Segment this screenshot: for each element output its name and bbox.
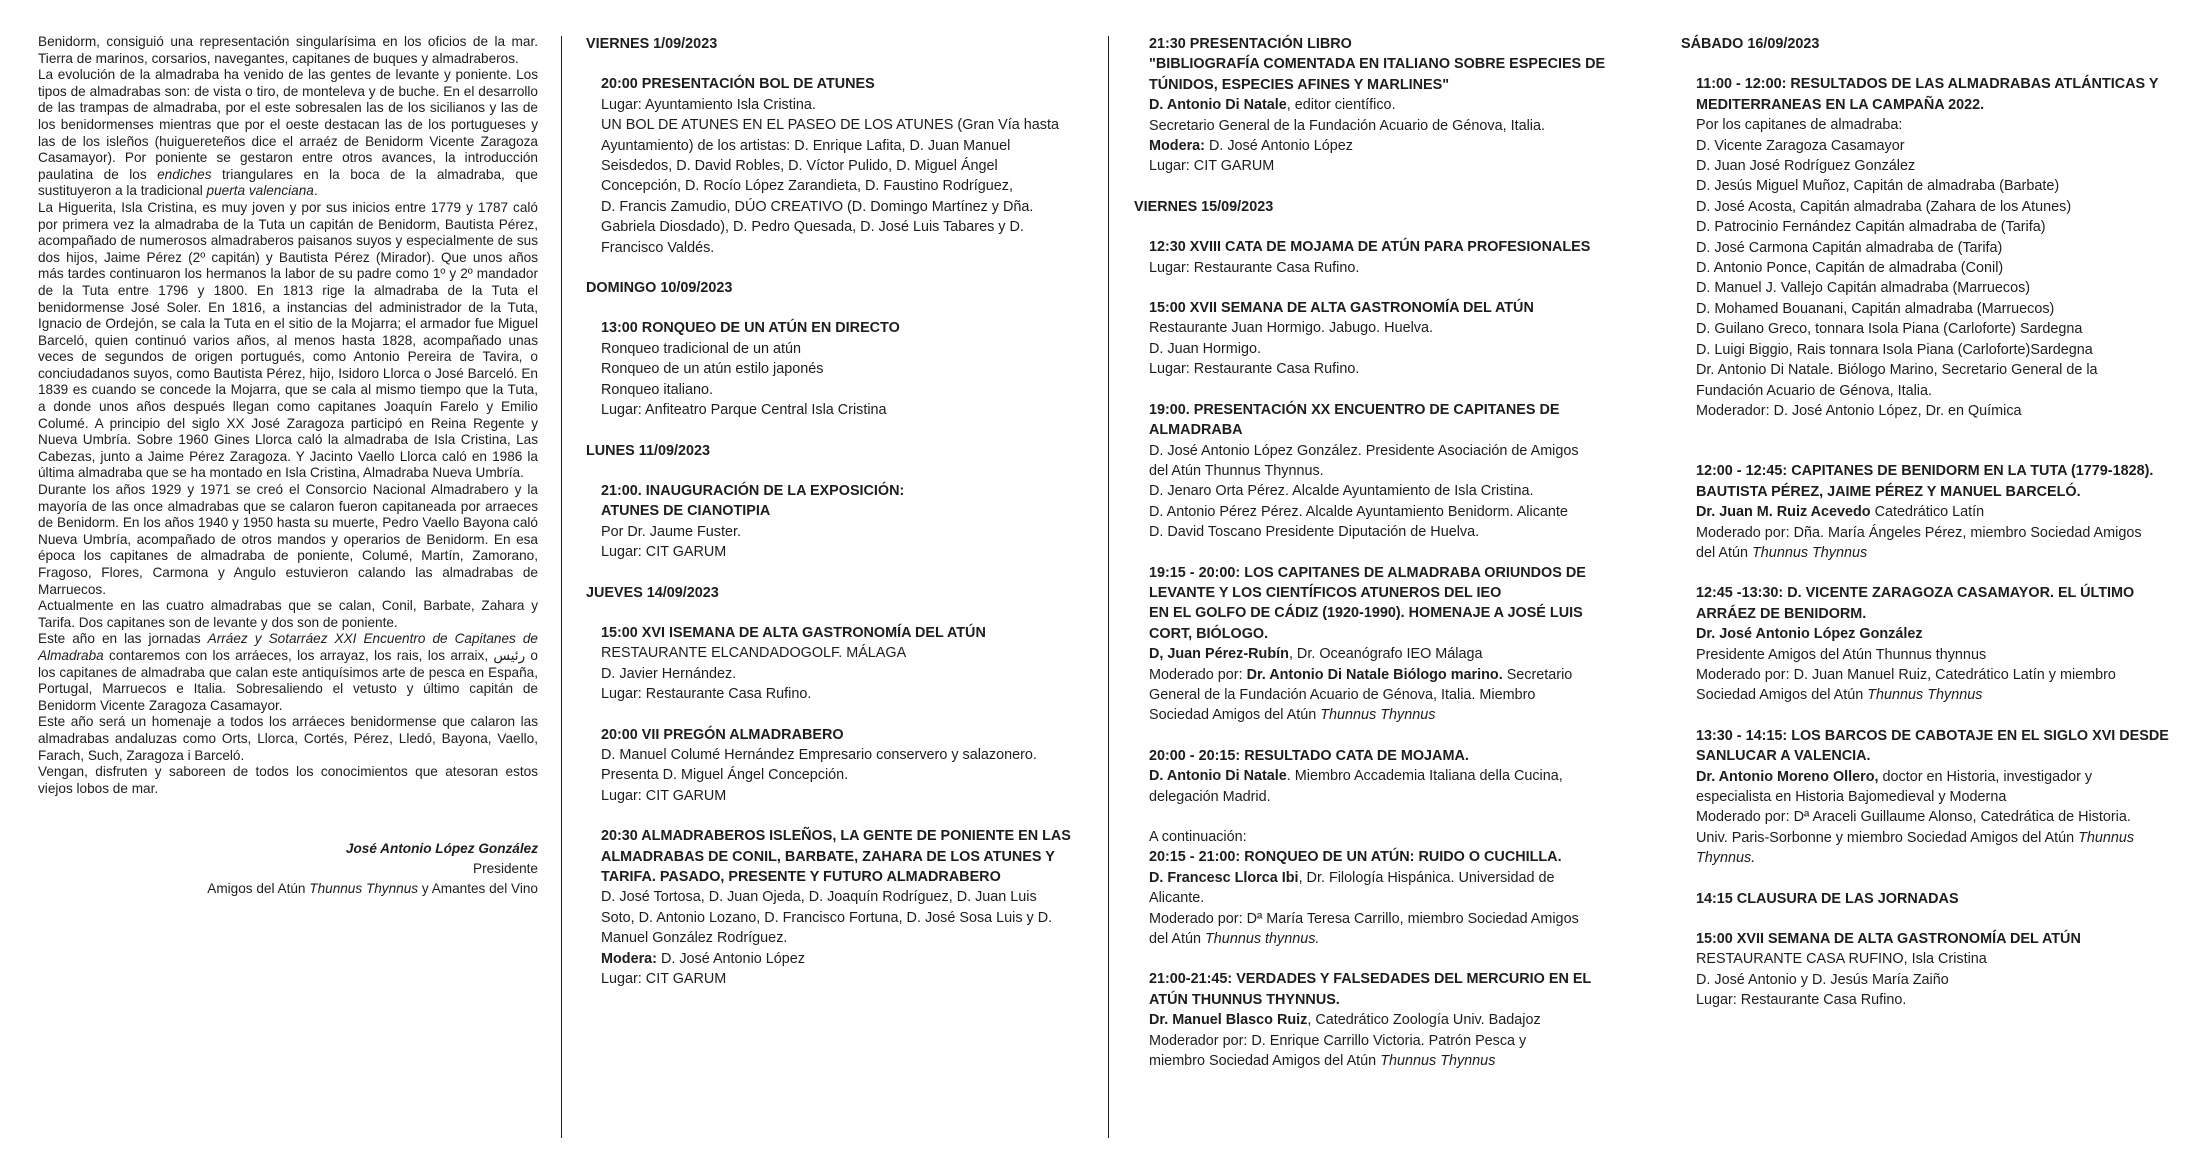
- event-line: Manuel González Rodríguez.: [601, 930, 788, 947]
- event-line: D. Manuel J. Vallejo Capitán almadraba (Marruecos): [1696, 280, 2031, 297]
- event-line: D. Jesús Miguel Muñoz, Capitán de almadraba (Barbate): [1696, 178, 2060, 195]
- event-title: 19:00. PRESENTACIÓN XX ENCUENTRO DE CAPITANES DE: [1149, 401, 1560, 418]
- event-title: 21:30 PRESENTACIÓN LIBRO: [1149, 36, 1352, 52]
- event-title: TÚNIDOS, ESPECIES AFINES Y MARLINES": [1149, 76, 1450, 93]
- column-divider: [561, 36, 562, 1138]
- program-column-3: [1134, 34, 1634, 1091]
- event-title: ALMADRABA: [1149, 422, 1243, 439]
- event-line: Thynnus.: [1696, 850, 1756, 867]
- event-presentacion-libro: [1134, 34, 1634, 177]
- event-title: BAUTISTA PÉREZ, JAIME PÉREZ Y MANUEL BARCELÓ.: [1696, 483, 2081, 500]
- essay-paragraph: Actualmente en las cuatro almadrabas que se calan, Conil, Barbate, Zahara y Tarifa. Dos capitanes son de levante y dos son de poniente.: [38, 598, 538, 630]
- event-mercurio: [1134, 969, 1634, 1071]
- event-speaker: D, Juan Pérez-Rubín, Dr. Oceanógrafo IEO Málaga: [1149, 646, 1483, 663]
- essay-paragraph: Este año en las jornadas Arráez y Sotarráez XXI Encuentro de Capitanes de Almadraba contaremos con los arráeces, los arrayaz, los rais, los arraix, رئيس o los capitanes de almadraba que calan este antiquísimos arte de pesca en España, Portugal, Marruecos e Italia. Sobresaliendo el vetusto y último capitán de Benidorm Vicente Zaragoza Casamayor.: [38, 631, 538, 713]
- day-heading: JUEVES 14/09/2023: [586, 584, 719, 601]
- event-line: D. Patrocinio Fernández Capitán almadraba de (Tarifa): [1696, 219, 2046, 236]
- event-resultado-cata: [1134, 746, 1634, 807]
- event-title: SANLUCAR A VALENCIA.: [1696, 748, 1871, 765]
- event-title: 13:00 RONQUEO DE UN ATÚN EN DIRECTO: [601, 320, 900, 337]
- event-line: A continuación:: [1149, 829, 1247, 845]
- essay-paragraph: La Higuerita, Isla Cristina, es muy joven y por sus inicios entre 1779 y 1787 caló por primera vez la almadraba de la Tuta un capitán de Benidorm, Bautista Pérez, acompañado de numerosos almadraberos paisanos suyos y especialmente de sus dos hijos, Jaime Pérez (2º capitán) y Bautista Pérez (Mirador). Que unos años más tardes continuaron los hermanos la labor de su padre como 1º y 2º mandador de la Tuta entre 1796 y 1800. En 1813 rige la almadraba de la Tuta el benidormense José Soler. En 1816, a instancias del administrador de la Tuta, Ignacio de Ordejón, se cala la Tuta en el sitio de la Mojarra; el armador fue Miguel Barceló, quien continuó varios años, al menos hasta 1828, acompañado unas veces de segundos de origen portugués, como Antonio Pereira de Tavira, o conciudadanos suyos, como Bautista Pérez, hijo, Isidoro Llorca o José Barceló. En 1839 es cuando se concede la Mojarra, que se cala al mismo tiempo que la Tuta, a donde unos años después llegan como capitanes Joaquín Farelo y Emilio Columé. A principio del siglo XX José Zaragoza participó en Reina Regente y Nueva Umbría. Sobre 1960 Gines Llorca caló la almadraba de Isla Cristina, Las Cabezas, junto a Jaime Pérez Zaragoza. Y Jacinto Vaello Llorca caló en 1986 la última almadraba que se ha montado en Isla Cristina, Almadraba Nueva Umbría.: [38, 199, 538, 481]
- event-line: Lugar: CIT GARUM: [601, 787, 727, 804]
- event-line: Dr. Antonio Di Natale. Biólogo Marino, Secretario General de la: [1696, 362, 2098, 379]
- event-line: Moderado por: Dª Araceli Guillaume Alonso, Catedrática de Historia.: [1696, 809, 2131, 826]
- event-line: D. Mohamed Bouanani, Capitán almadraba (Marruecos): [1696, 300, 2055, 317]
- event-title: MEDITERRANEAS EN LA CAMPAÑA 2022.: [1696, 96, 1985, 113]
- event-moderator: Moderado por: Dr. Antonio Di Natale Biólogo marino. Secretario: [1149, 666, 1573, 683]
- event-title: 15:00 XVII SEMANA DE ALTA GASTRONOMÍA DEL ATÚN: [1696, 931, 2081, 948]
- event-line: Ronqueo italiano.: [601, 381, 714, 398]
- event-title: 20:00 - 20:15: RESULTADO CATA DE MOJAMA.: [1149, 747, 1469, 764]
- event-line: RESTAURANTE ELCANDADOGOLF. MÁLAGA: [601, 645, 907, 662]
- event-line: D. Guilano Greco, tonnara Isola Piana (Carloforte) Sardegna: [1696, 321, 2083, 338]
- event-cata-mojama: [1134, 237, 1634, 278]
- day-heading: VIERNES 1/09/2023: [586, 36, 718, 52]
- event-speaker: D. Antonio Di Natale. Miembro Accademia Italiana della Cucina,: [1149, 768, 1563, 785]
- event-capitanes-cientificos: [1134, 563, 1634, 726]
- event-line: Lugar: Restaurante Casa Rufino.: [1149, 361, 1360, 378]
- event-line: D. Antonio Pérez Pérez. Alcalde Ayuntamiento Benidorm. Alicante: [1149, 503, 1568, 520]
- event-line: D. Juan Hormigo.: [1149, 340, 1261, 357]
- event-line: Lugar: Restaurante Casa Rufino.: [1149, 259, 1360, 276]
- signature-role: Presidente: [473, 861, 538, 877]
- event-line: Ronqueo de un atún estilo japonés: [601, 361, 824, 378]
- event-line: Moderado por: Dña. María Ángeles Pérez, miembro Sociedad Amigos: [1696, 524, 2142, 541]
- event-title: 20:15 - 21:00: RONQUEO DE UN ATÚN: RUIDO O CUCHILLA.: [1149, 849, 1562, 866]
- event-resultados-almadrabas: [1681, 74, 2181, 421]
- day-heading: SÁBADO 16/09/2023: [1681, 36, 1820, 52]
- event-almadraberos-islenos: [586, 826, 1086, 989]
- event-line: D. Jenaro Orta Pérez. Alcalde Ayuntamiento de Isla Cristina.: [1149, 483, 1534, 500]
- event-line: General de la Fundación Acuario de Génova, Italia. Miembro: [1149, 686, 1536, 703]
- essay-column: [38, 34, 538, 899]
- event-title: LEVANTE Y LOS CIENTÍFICOS ATUNEROS DEL IEO: [1149, 584, 1502, 601]
- event-title: 21:00-21:45: VERDADES Y FALSEDADES DEL MERCURIO EN EL: [1149, 971, 1592, 988]
- event-line: D. Francis Zamudio, DÚO CREATIVO (D. Domingo Martínez y Dña.: [601, 198, 1034, 215]
- event-line: D. Javier Hernández.: [601, 665, 737, 682]
- event-line: Sociedad Amigos del Atún Thunnus Thynnus: [1696, 687, 1983, 704]
- event-line: del Atún Thunnus Thynnus.: [1149, 462, 1324, 479]
- event-title: 20:30 ALMADRABEROS ISLEÑOS, LA GENTE DE PONIENTE EN LAS: [601, 828, 1071, 845]
- event-line: Soto, D. Antonio Lozano, D. Francisco Fortuna, D. José Sosa Luis y D.: [601, 909, 1053, 926]
- event-line: del Atún Thunnus thynnus.: [1149, 931, 1320, 948]
- day-heading: LUNES 11/09/2023: [586, 442, 710, 459]
- event-line: D. Antonio Ponce, Capitán de almadraba (Conil): [1696, 260, 2004, 277]
- event-line: Restaurante Juan Hormigo. Jabugo. Huelva.: [1149, 320, 1433, 337]
- event-exposicion: [586, 481, 1086, 563]
- event-place: Lugar: CIT GARUM: [1149, 158, 1275, 175]
- event-title: 19:15 - 20:00: LOS CAPITANES DE ALMADRABA ORIUNDOS DE: [1149, 564, 1586, 581]
- event-line: Alicante.: [1149, 890, 1205, 907]
- event-line: Ronqueo tradicional de un atún: [601, 340, 802, 357]
- event-title: ARRÁEZ DE BENIDORM.: [1696, 605, 1867, 622]
- column-divider: [1108, 36, 1109, 1138]
- essay-paragraph: La evolución de la almadraba ha venido de las gentes de levante y poniente. Los tipos de almadrabas son: de vista o tiro, de monteleva y de buche. En el desarrollo de las trampas de almadraba, por el este sobresalen las de los sicilianos y las de los benidormenses mientras que por el oeste destacan las de los portugueses y las de los isleños (huiguereteños dice el arraéz de Benidorm Vicente Zaragoza Casamayor). Por poniente se gestaron entre otros avances, la introducción paulatina de los endiches triangulares en la boca de la almadraba, que sustituyeron a la tradicional puerta valenciana.: [38, 67, 538, 199]
- event-line: Ayuntamiento) de los artistas: D. Enrique Lafita, D. Juan Manuel: [601, 137, 1011, 154]
- event-line: Presidente Amigos del Atún Thunnus thynnus: [1696, 646, 1987, 663]
- event-gastronomia-casa-rufino: [1681, 929, 2181, 1011]
- event-title: 21:00. INAUGURACIÓN DE LA EXPOSICIÓN:: [601, 482, 905, 499]
- event-title: EN EL GOLFO DE CÁDIZ (1920-1990). HOMENAJE A JOSÉ LUIS: [1149, 605, 1583, 622]
- event-line: Secretario General de la Fundación Acuario de Génova, Italia.: [1149, 117, 1545, 134]
- event-title: "BIBLIOGRAFÍA COMENTADA EN ITALIANO SOBRE ESPECIES DE: [1149, 56, 1606, 73]
- program-column-4: [1681, 34, 2181, 1031]
- event-line: Presenta D. Miguel Ángel Concepción.: [601, 767, 849, 784]
- event-speaker: D. Francesc Llorca Ibi, Dr. Filología Hispánica. Universidad de: [1149, 869, 1555, 886]
- event-line: especialista en Historia Bajomedieval y Moderna: [1696, 789, 2007, 805]
- event-title: ATUNES DE CIANOTIPIA: [601, 503, 771, 520]
- event-speaker: Dr. Antonio Moreno Ollero, doctor en Historia, investigador y: [1696, 768, 2093, 785]
- event-line: Concepción, D. Rocío López Zarandieta, D. Faustino Rodríguez,: [601, 178, 1013, 195]
- event-line: Moderado por: D. Juan Manuel Ruiz, Catedrático Latín y miembro: [1696, 666, 2116, 683]
- signature-name: José Antonio López González: [345, 841, 538, 857]
- event-line: UN BOL DE ATUNES EN EL PASEO DE LOS ATUNES (Gran Vía hasta: [601, 117, 1059, 134]
- event-line: delegación Madrid.: [1149, 788, 1271, 805]
- event-line: Seisdedos, D. David Robles, D. Víctor Pulido, D. Miguel Ángel: [601, 158, 998, 175]
- event-title: 12:30 XVIII CATA DE MOJAMA DE ATÚN PARA PROFESIONALES: [1149, 239, 1591, 256]
- event-line: Gabriela Diosdado), D. Pedro Quesada, D. José Luis Tabares y D.: [601, 219, 1024, 236]
- event-line: D. Vicente Zaragoza Casamayor: [1696, 137, 1905, 154]
- event-title: 12:45 -13:30: D. VICENTE ZARAGOZA CASAMAYOR. EL ÚLTIMO: [1696, 585, 2135, 602]
- event-capitanes-benidorm: [1681, 461, 2181, 563]
- event-line: D. Luigi Biggio, Rais tonnara Isola Piana (Carloforte)Sardegna: [1696, 341, 2093, 358]
- event-speaker: Dr. Juan M. Ruiz Acevedo Catedrático Latín: [1696, 504, 1985, 521]
- event-line: miembro Sociedad Amigos del Atún Thunnus Thynnus: [1149, 1053, 1496, 1070]
- event-gastronomia-malaga: [586, 623, 1086, 705]
- event-speaker: D. Antonio Di Natale, editor científico.: [1149, 97, 1396, 114]
- event-line: Fundación Acuario de Génova, Italia.: [1696, 382, 1932, 399]
- event-line: Por Dr. Jaume Fuster.: [601, 523, 741, 540]
- event-line: Lugar: Anfiteatro Parque Central Isla Cristina: [601, 402, 887, 419]
- event-line: Lugar: Restaurante Casa Rufino.: [601, 686, 812, 703]
- event-title: ALMADRABAS DE CONIL, BARBATE, ZAHARA DE LOS ATUNES Y: [601, 848, 1055, 865]
- event-line: Moderado por: Dª María Teresa Carrillo, miembro Sociedad Amigos: [1149, 910, 1579, 927]
- event-title: 11:00 - 12:00: RESULTADOS DE LAS ALMADRABAS ATLÁNTICAS Y: [1696, 76, 2159, 93]
- event-clausura: [1681, 889, 2181, 909]
- event-line: D. David Toscano Presidente Diputación de Huelva.: [1149, 524, 1480, 541]
- event-line: del Atún Thunnus Thynnus: [1696, 544, 1868, 561]
- event-line: Moderador por: D. Enrique Carrillo Victoria. Patrón Pesca y: [1149, 1032, 1527, 1049]
- event-title: 20:00 PRESENTACIÓN BOL DE ATUNES: [601, 76, 875, 93]
- event-line: RESTAURANTE CASA RUFINO, Isla Cristina: [1696, 951, 1987, 968]
- event-title: ATÚN THUNNUS THYNNUS.: [1149, 991, 1340, 1008]
- event-line: D. Juan José Rodríguez González: [1696, 158, 1916, 175]
- event-title: TARIFA. PASADO, PRESENTE Y FUTURO ALMADRABERO: [601, 869, 1001, 885]
- event-ronqueo: [586, 318, 1086, 420]
- event-barcos-cabotaje: [1681, 726, 2181, 869]
- signature-organization: Amigos del Atún Thunnus Thynnus y Amantes del Vino: [207, 881, 538, 897]
- event-title: 12:00 - 12:45: CAPITANES DE BENIDORM EN LA TUTA (1779-1828).: [1696, 463, 2154, 480]
- event-speaker: Dr. José Antonio López González: [1696, 626, 1923, 643]
- event-place: Lugar: CIT GARUM: [601, 971, 727, 988]
- event-title: CORT, BIÓLOGO.: [1149, 625, 1269, 642]
- event-title: 15:00 XVII SEMANA DE ALTA GASTRONOMÍA DEL ATÚN: [1149, 300, 1534, 317]
- event-line: Univ. Paris-Sorbonne y miembro Sociedad Amigos del Atún Thunnus: [1696, 829, 2135, 846]
- event-moderator: Modera: D. José Antonio López: [601, 950, 805, 967]
- essay-paragraph: Benidorm, consiguió una representación singularísima en los oficios de la mar. Tierra de marinos, corsarios, navegantes, capitanes de buques y almadraberos.: [38, 34, 538, 66]
- event-title: 15:00 XVI ISEMANA DE ALTA GASTRONOMÍA DEL ATÚN: [601, 624, 986, 641]
- event-title: 20:00 VII PREGÓN ALMADRABERO: [601, 726, 844, 743]
- event-line: Francisco Valdés.: [601, 239, 715, 256]
- signature-block: [38, 839, 538, 899]
- event-line: Lugar: Ayuntamiento Isla Cristina.: [601, 96, 816, 113]
- event-presentacion-encuentro: [1134, 400, 1634, 543]
- event-line: Lugar: CIT GARUM: [601, 544, 727, 561]
- event-line: Moderador: D. José Antonio López, Dr. en Química: [1696, 402, 2022, 419]
- essay-paragraph: Durante los años 1929 y 1971 se creó el Consorcio Nacional Almadrabero y la mayoría de las once almadrabas que se calaron fueron capitaneada por arraeces de Benidorm. En los años 1940 y 1950 hasta su muerte, Pedro Vaello Bayona caló Nueva Umbría, acompañado de otros mandos y operarios de Benidorm. En esa época los capitanes de almadraba de poniente, Columé, Martín, Zamorano, Fragoso, Flores, Carmona y Angulo estuvieron calando las almadrabas de Marruecos.: [38, 482, 538, 597]
- event-ronqueo-ruido: [1134, 827, 1634, 949]
- event-line: D. Manuel Columé Hernández Empresario conservero y salazonero.: [601, 746, 1037, 763]
- event-title: 14:15 CLAUSURA DE LAS JORNADAS: [1696, 890, 1959, 907]
- event-line: D. José Tortosa, D. Juan Ojeda, D. Joaquín Rodríguez, D. Juan Luis: [601, 889, 1037, 906]
- event-gastronomia-jabugo: [1134, 298, 1634, 380]
- program-column-2: [586, 34, 1086, 1009]
- event-line: Sociedad Amigos del Atún Thunnus Thynnus: [1149, 707, 1436, 724]
- event-line: D. José Antonio y D. Jesús María Zaiño: [1696, 971, 1949, 988]
- event-line: D. José Acosta, Capitán almadraba (Zahara de los Atunes): [1696, 198, 2072, 215]
- day-heading: VIERNES 15/09/2023: [1134, 198, 1274, 215]
- event-line: Lugar: Restaurante Casa Rufino.: [1696, 992, 1907, 1009]
- event-line: D. José Carmona Capitán almadraba de (Tarifa): [1696, 239, 2003, 256]
- event-title: 13:30 - 14:15: LOS BARCOS DE CABOTAJE EN EL SIGLO XVI DESDE: [1696, 727, 2169, 744]
- event-moderator: Modera: D. José Antonio López: [1149, 138, 1353, 155]
- event-vicente-zaragoza: [1681, 583, 2181, 705]
- essay-paragraph: Este año será un homenaje a todos los arráeces benidormense que calaron las almadrabas andaluzas como Orts, Llorca, Cortés, Pérez, Lledó, Bayona, Vaello, Farach, Such, Zaragoza i Barceló.: [38, 714, 538, 763]
- essay-paragraph: Vengan, disfruten y saboreen de todos los conocimientos que atesoran estos viejos lobos de mar.: [38, 764, 538, 796]
- day-heading: DOMINGO 10/09/2023: [586, 280, 733, 297]
- event-bol-atunes: [586, 74, 1086, 258]
- event-speaker: Dr. Manuel Blasco Ruiz, Catedrático Zoología Univ. Badajoz: [1149, 1012, 1541, 1029]
- event-line: D. José Antonio López González. Presidente Asociación de Amigos: [1149, 442, 1579, 459]
- event-line: Por los capitanes de almadraba:: [1696, 117, 1903, 134]
- event-pregon: [586, 725, 1086, 807]
